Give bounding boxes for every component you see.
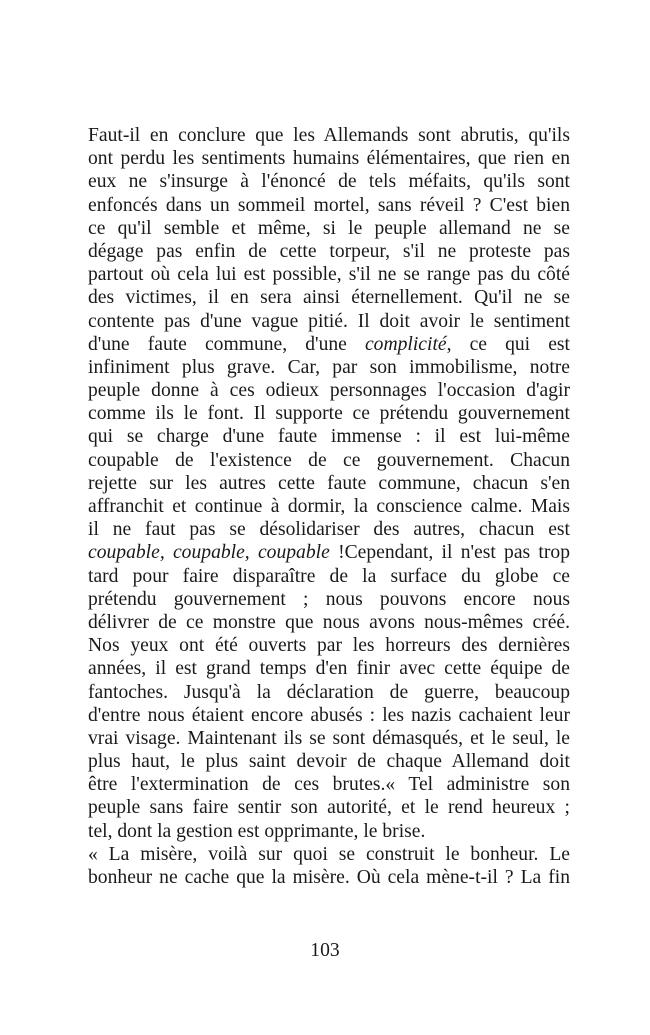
text-line: eux ne s'insurge à l'énoncé de tels méfaits, qu'ils sont — [88, 171, 570, 193]
text-line: bonheur ne cache que la misère. Où cela mène-t-il ? La fin — [88, 867, 570, 888]
text-line: années, il est grand temps d'en finir avec cette équipe de — [88, 658, 570, 680]
text-line: Nos yeux ont été ouverts par les horreurs des dernières — [88, 635, 570, 657]
text-line: rejette sur les autres cette faute commune, chacun s'en — [88, 472, 570, 494]
text-span: , ce qui est — [446, 333, 570, 355]
text-line: affranchit et continue à dormir, la conscience calme. Mais — [88, 496, 570, 517]
page-body — [88, 124, 570, 889]
text-line: peuple sans faire sentir son autorité, et le rend heureux ; — [88, 797, 570, 819]
text-line — [88, 541, 570, 564]
text-line: infiniment plus grave. Car, par son immobilisme, notre — [88, 356, 570, 378]
text-line: vrai visage. Maintenant ils se sont démasqués, et le seul, le — [88, 727, 570, 749]
text-line: « La misère, voilà sur quoi se construit le bonheur. Le — [88, 843, 570, 865]
text-line: il ne faut pas se désolidariser des autres, chacun est — [88, 519, 570, 541]
text-line: qui se charge d'une faute immense : il est lui-même — [88, 426, 570, 448]
text-line: être l'extermination de ces brutes.« Tel administre son — [88, 774, 570, 796]
italic-emphasis: coupable, coupable, coupable — [88, 542, 330, 564]
text-line: tel, dont la gestion est opprimante, le brise. — [88, 820, 426, 842]
text-line: des victimes, il en sera ainsi éternellement. Qu'il ne se — [88, 287, 570, 309]
text-line: plus haut, le plus saint devoir de chaque Allemand doit — [88, 751, 570, 773]
text-line: enfoncés dans un sommeil mortel, sans réveil ? C'est bien — [88, 194, 570, 216]
text-line: peuple donne à ces odieux personnages l'occasion d'agir — [88, 380, 570, 402]
text-line: d'entre nous étaient encore abusés : les nazis cachaient leur — [88, 704, 570, 726]
text-line: tard pour faire disparaître de la surface du globe ce — [88, 565, 570, 587]
text-line: partout où cela lui est possible, s'il ne se range pas du côté — [88, 264, 570, 286]
text-line: ont perdu les sentiments humains élémentaires, que rien en — [88, 148, 570, 170]
text-line: dégage pas enfin de cette torpeur, s'il ne proteste pas — [88, 240, 570, 262]
text-line: ce qu'il semble et même, si le peuple allemand ne se — [88, 217, 570, 239]
text-line: délivrer de ce monstre que nous avons nous-mêmes créé. — [88, 611, 570, 633]
italic-emphasis: complicité — [364, 333, 447, 355]
text-line: comme ils le font. Il supporte ce prétendu gouvernement — [88, 403, 570, 425]
text-line: prétendu gouvernement ; nous pouvons encore nous — [88, 588, 570, 610]
text-line: Faut-il en conclure que les Allemands sont abrutis, qu'ils — [88, 125, 570, 146]
text-span: !Cependant, il n'est pas trop — [338, 542, 570, 564]
text-line — [88, 333, 570, 356]
text-line: coupable de l'existence de ce gouvernement. Chacun — [88, 449, 570, 471]
page-number: 103 — [310, 940, 340, 961]
text-line: fantoches. Jusqu'à la déclaration de guerre, beaucoup — [88, 681, 570, 703]
text-line: contente pas d'une vague pitié. Il doit avoir le sentiment — [88, 310, 570, 332]
text-span: d'une faute commune, d'une — [88, 333, 347, 355]
